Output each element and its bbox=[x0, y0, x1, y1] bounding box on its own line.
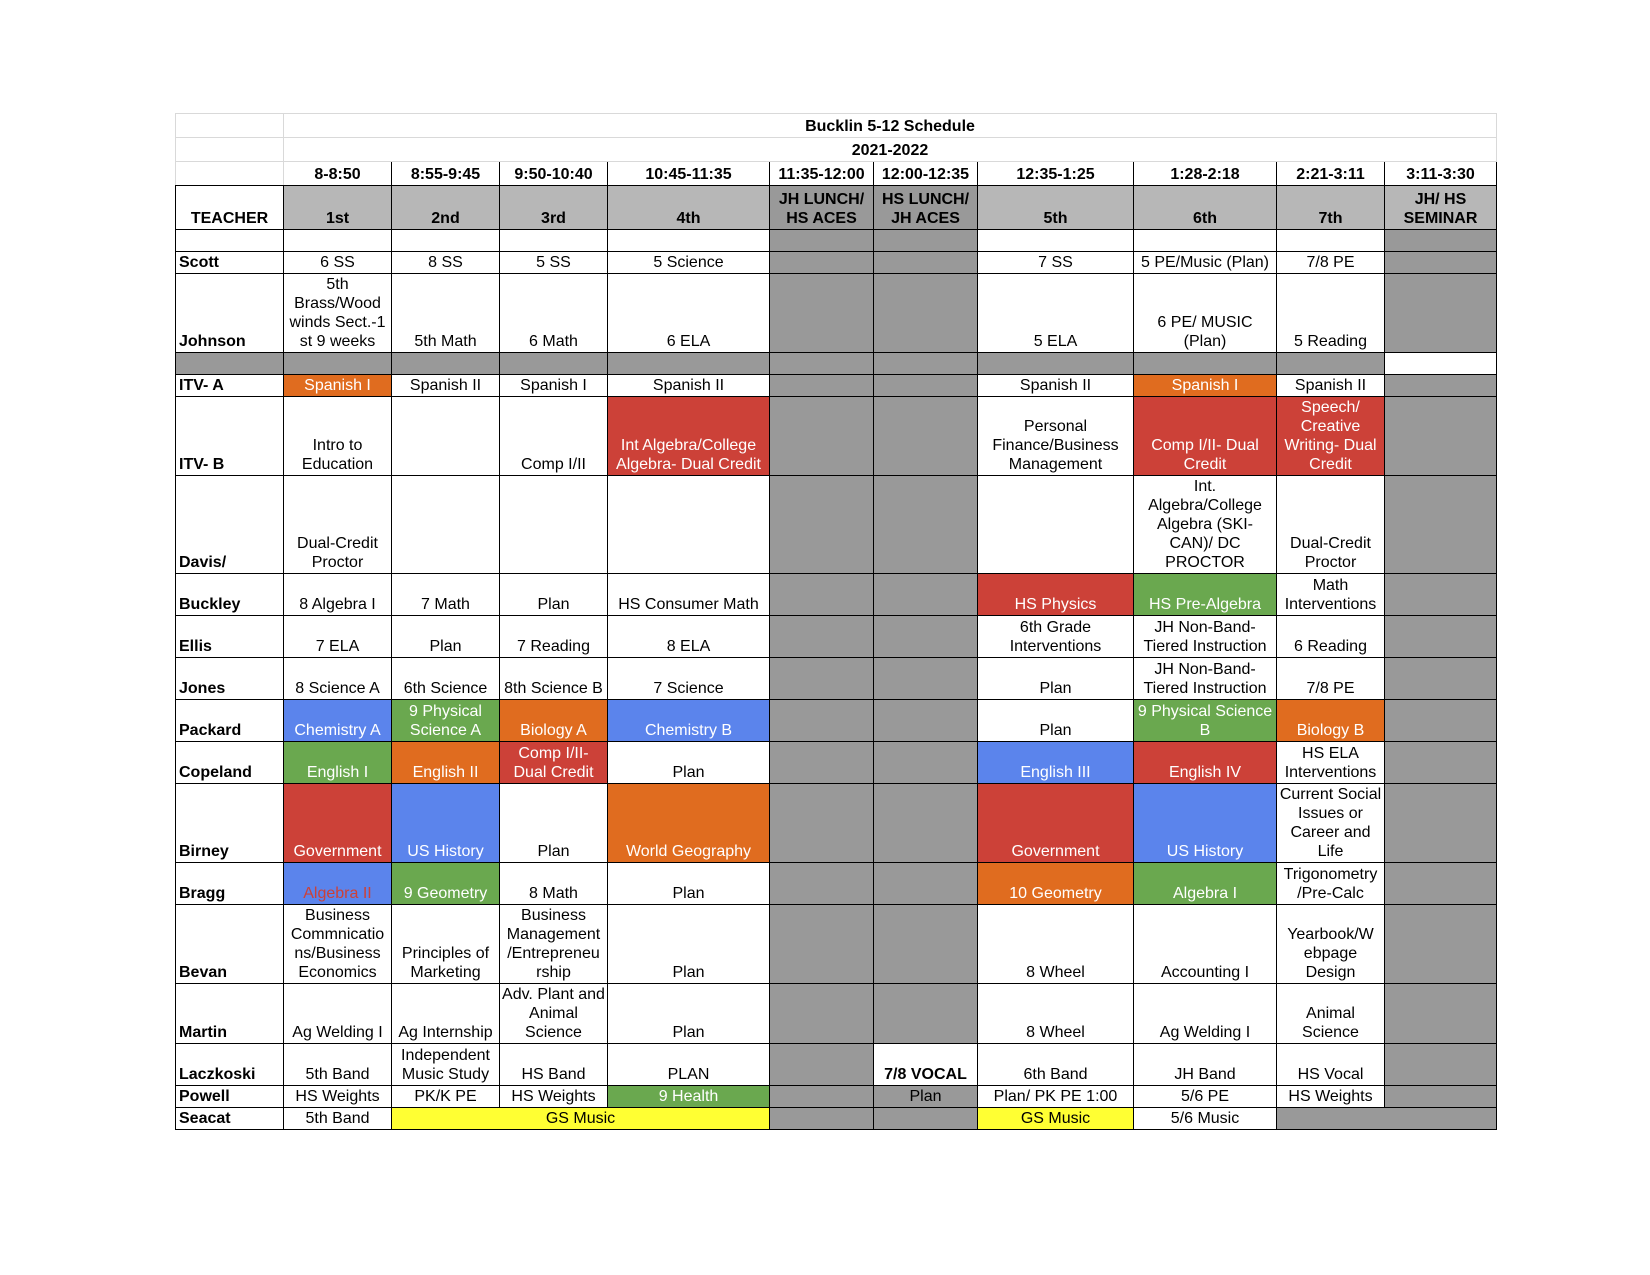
teacher-row bbox=[176, 574, 1497, 616]
teacher-row bbox=[176, 905, 1497, 984]
teacher-row bbox=[176, 700, 1497, 742]
separator-cell bbox=[978, 353, 1134, 375]
class-cell bbox=[978, 476, 1134, 574]
period-header: 6th bbox=[1134, 186, 1277, 230]
class-cell: Dual-Credit Proctor bbox=[1277, 476, 1385, 574]
class-cell bbox=[770, 397, 874, 476]
time-slot: 8:55-9:45 bbox=[392, 162, 500, 186]
class-cell: Business Commnicatio ns/Business Economics bbox=[284, 905, 392, 984]
class-cell bbox=[874, 375, 978, 397]
class-cell bbox=[608, 476, 770, 574]
class-cell: Plan bbox=[392, 616, 500, 658]
teacher-row bbox=[176, 1108, 1497, 1130]
class-cell: 6 ELA bbox=[608, 274, 770, 353]
class-cell: 6 SS bbox=[284, 252, 392, 274]
separator-cell bbox=[392, 353, 500, 375]
class-cell bbox=[770, 742, 874, 784]
class-cell bbox=[770, 1108, 874, 1130]
class-cell: 5th Brass/Wood winds Sect.-1 st 9 weeks bbox=[284, 274, 392, 353]
class-cell: 7/8 PE bbox=[1277, 252, 1385, 274]
separator-cell bbox=[1277, 353, 1385, 375]
teacher-name: Birney bbox=[176, 784, 284, 863]
teacher-row bbox=[176, 616, 1497, 658]
class-cell: Spanish II bbox=[392, 375, 500, 397]
class-cell: Comp I/II- Dual Credit bbox=[1134, 397, 1277, 476]
class-cell: HS Physics bbox=[978, 574, 1134, 616]
time-slot: 10:45-11:35 bbox=[608, 162, 770, 186]
class-cell: 5th Band bbox=[284, 1044, 392, 1086]
separator-cell bbox=[608, 353, 770, 375]
class-cell: English IV bbox=[1134, 742, 1277, 784]
time-slot: 2:21-3:11 bbox=[1277, 162, 1385, 186]
separator-cell bbox=[500, 353, 608, 375]
class-cell: HS Consumer Math bbox=[608, 574, 770, 616]
class-cell: Government bbox=[284, 784, 392, 863]
class-cell: Spanish II bbox=[1277, 375, 1385, 397]
class-cell: 7 SS bbox=[978, 252, 1134, 274]
teacher-row bbox=[176, 984, 1497, 1044]
class-cell: 7 Science bbox=[608, 658, 770, 700]
class-cell bbox=[770, 658, 874, 700]
class-cell: GS Music bbox=[978, 1108, 1134, 1130]
class-cell: Algebra I bbox=[1134, 863, 1277, 905]
class-cell: HS Band bbox=[500, 1044, 608, 1086]
class-cell: 5th Band bbox=[284, 1108, 392, 1130]
class-cell bbox=[770, 784, 874, 863]
class-cell: 5 ELA bbox=[978, 274, 1134, 353]
teacher-name: ITV- A bbox=[176, 375, 284, 397]
class-cell: 8 Wheel bbox=[978, 984, 1134, 1044]
time-slot: 8-8:50 bbox=[284, 162, 392, 186]
class-cell bbox=[874, 1108, 978, 1130]
schedule-title: Bucklin 5-12 Schedule bbox=[284, 114, 1497, 138]
class-cell: 8 Science A bbox=[284, 658, 392, 700]
class-cell: Plan/ PK PE 1:00 bbox=[978, 1086, 1134, 1108]
class-cell: Spanish II bbox=[978, 375, 1134, 397]
blank-cell bbox=[176, 162, 284, 186]
teacher-row bbox=[176, 1086, 1497, 1108]
teacher-name: Davis/ bbox=[176, 476, 284, 574]
class-cell bbox=[770, 252, 874, 274]
teacher-name: Ellis bbox=[176, 616, 284, 658]
period-header: 2nd bbox=[392, 186, 500, 230]
schedule-table bbox=[175, 113, 1497, 1130]
class-cell: 10 Geometry bbox=[978, 863, 1134, 905]
class-cell: Plan bbox=[978, 658, 1134, 700]
separator-cell bbox=[1134, 353, 1277, 375]
class-cell: Animal Science bbox=[1277, 984, 1385, 1044]
class-cell bbox=[770, 700, 874, 742]
class-cell: Current Social Issues or Career and Life bbox=[1277, 784, 1385, 863]
class-cell: Principles of Marketing bbox=[392, 905, 500, 984]
teacher-name: Jones bbox=[176, 658, 284, 700]
class-cell bbox=[770, 476, 874, 574]
class-cell: Plan bbox=[500, 784, 608, 863]
class-cell: Accounting I bbox=[1134, 905, 1277, 984]
class-cell bbox=[874, 863, 978, 905]
class-cell: Comp I/II- Dual Credit bbox=[500, 742, 608, 784]
class-cell: Spanish I bbox=[1134, 375, 1277, 397]
class-cell: Chemistry A bbox=[284, 700, 392, 742]
class-cell bbox=[874, 700, 978, 742]
class-cell: Adv. Plant and Animal Science bbox=[500, 984, 608, 1044]
time-slot: 12:00-12:35 bbox=[874, 162, 978, 186]
teacher-name: Powell bbox=[176, 1086, 284, 1108]
class-cell bbox=[1385, 863, 1497, 905]
teacher-row bbox=[176, 375, 1497, 397]
class-cell: Plan bbox=[608, 863, 770, 905]
class-cell: Chemistry B bbox=[608, 700, 770, 742]
class-cell bbox=[1385, 397, 1497, 476]
teacher-header: TEACHER bbox=[176, 186, 284, 230]
class-cell bbox=[1277, 1108, 1497, 1130]
time-slot: 11:35-12:00 bbox=[770, 162, 874, 186]
class-cell bbox=[874, 476, 978, 574]
class-cell bbox=[874, 984, 978, 1044]
class-cell: Spanish II bbox=[608, 375, 770, 397]
class-cell: Intro to Education bbox=[284, 397, 392, 476]
blank-cell bbox=[176, 138, 284, 162]
class-cell: 7/8 VOCAL bbox=[874, 1044, 978, 1086]
class-cell: 6th Band bbox=[978, 1044, 1134, 1086]
teacher-row bbox=[176, 1044, 1497, 1086]
class-cell: Int. Algebra/College Algebra (SKI-CAN)/ DC PROCTOR bbox=[1134, 476, 1277, 574]
spacer-row bbox=[176, 230, 1497, 252]
teacher-name: Martin bbox=[176, 984, 284, 1044]
class-cell: 8 Math bbox=[500, 863, 608, 905]
teacher-name: Packard bbox=[176, 700, 284, 742]
class-cell: Ag Welding I bbox=[1134, 984, 1277, 1044]
teacher-name: Scott bbox=[176, 252, 284, 274]
class-cell: Ag Welding I bbox=[284, 984, 392, 1044]
class-cell: 8 SS bbox=[392, 252, 500, 274]
class-cell: English II bbox=[392, 742, 500, 784]
class-cell: 5 Reading bbox=[1277, 274, 1385, 353]
class-cell: Plan bbox=[608, 984, 770, 1044]
class-cell: Ag Internship bbox=[392, 984, 500, 1044]
class-cell: Biology B bbox=[1277, 700, 1385, 742]
teacher-row bbox=[176, 863, 1497, 905]
class-cell: Speech/ Creative Writing- Dual Credit bbox=[1277, 397, 1385, 476]
teacher-row bbox=[176, 274, 1497, 353]
class-cell bbox=[1385, 984, 1497, 1044]
class-cell: 5/6 Music bbox=[1134, 1108, 1277, 1130]
class-cell: HS Weights bbox=[284, 1086, 392, 1108]
class-cell bbox=[770, 274, 874, 353]
class-cell: HS ELA Interventions bbox=[1277, 742, 1385, 784]
class-cell: Dual-Credit Proctor bbox=[284, 476, 392, 574]
class-cell: Independent Music Study bbox=[392, 1044, 500, 1086]
class-cell bbox=[1385, 1044, 1497, 1086]
class-cell: PK/K PE bbox=[392, 1086, 500, 1108]
class-cell bbox=[1385, 1086, 1497, 1108]
class-cell bbox=[1385, 616, 1497, 658]
class-cell bbox=[874, 574, 978, 616]
class-cell: 9 Physical Science B bbox=[1134, 700, 1277, 742]
teacher-name: Bragg bbox=[176, 863, 284, 905]
class-cell: US History bbox=[1134, 784, 1277, 863]
teacher-name: Laczkoski bbox=[176, 1044, 284, 1086]
class-cell: 5 SS bbox=[500, 252, 608, 274]
class-cell bbox=[770, 984, 874, 1044]
class-cell: Yearbook/W ebpage Design bbox=[1277, 905, 1385, 984]
class-cell: HS Vocal bbox=[1277, 1044, 1385, 1086]
class-cell: 9 Physical Science A bbox=[392, 700, 500, 742]
class-cell: Algebra II bbox=[284, 863, 392, 905]
class-cell bbox=[1385, 905, 1497, 984]
class-cell bbox=[770, 905, 874, 984]
teacher-name: Buckley bbox=[176, 574, 284, 616]
class-cell bbox=[1385, 574, 1497, 616]
period-header: JH/ HS SEMINAR bbox=[1385, 186, 1497, 230]
class-cell: HS Pre-Algebra bbox=[1134, 574, 1277, 616]
class-cell: Plan bbox=[978, 700, 1134, 742]
class-cell bbox=[1385, 476, 1497, 574]
class-cell: JH Band bbox=[1134, 1044, 1277, 1086]
class-cell: 5 Science bbox=[608, 252, 770, 274]
time-slot: 12:35-1:25 bbox=[978, 162, 1134, 186]
time-slot: 9:50-10:40 bbox=[500, 162, 608, 186]
class-cell: Comp I/II bbox=[500, 397, 608, 476]
teacher-row bbox=[176, 476, 1497, 574]
teacher-name: ITV- B bbox=[176, 397, 284, 476]
class-cell: Business Management /Entrepreneu rship bbox=[500, 905, 608, 984]
class-cell: 9 Geometry bbox=[392, 863, 500, 905]
class-cell: 6 PE/ MUSIC (Plan) bbox=[1134, 274, 1277, 353]
class-cell bbox=[392, 397, 500, 476]
class-cell: 8 ELA bbox=[608, 616, 770, 658]
class-cell bbox=[874, 742, 978, 784]
period-header: 4th bbox=[608, 186, 770, 230]
teacher-name: Bevan bbox=[176, 905, 284, 984]
class-cell: 5/6 PE bbox=[1134, 1086, 1277, 1108]
class-cell bbox=[874, 397, 978, 476]
class-cell bbox=[770, 574, 874, 616]
class-cell: 8th Science B bbox=[500, 658, 608, 700]
class-cell: Spanish I bbox=[500, 375, 608, 397]
class-cell bbox=[874, 252, 978, 274]
class-cell bbox=[770, 1044, 874, 1086]
class-cell bbox=[1385, 375, 1497, 397]
class-cell bbox=[770, 375, 874, 397]
class-cell bbox=[770, 863, 874, 905]
class-cell bbox=[1385, 700, 1497, 742]
class-cell: HS Weights bbox=[1277, 1086, 1385, 1108]
class-cell: 7 Math bbox=[392, 574, 500, 616]
class-cell: PLAN bbox=[608, 1044, 770, 1086]
separator-cell bbox=[176, 353, 284, 375]
class-cell: Government bbox=[978, 784, 1134, 863]
class-cell bbox=[874, 274, 978, 353]
class-cell: Spanish I bbox=[284, 375, 392, 397]
class-cell bbox=[770, 1086, 874, 1108]
teacher-row bbox=[176, 397, 1497, 476]
class-cell: US History bbox=[392, 784, 500, 863]
period-header: HS LUNCH/ JH ACES bbox=[874, 186, 978, 230]
time-slot: 1:28-2:18 bbox=[1134, 162, 1277, 186]
separator-cell bbox=[1385, 353, 1497, 375]
class-cell bbox=[1385, 658, 1497, 700]
class-cell: 5th Math bbox=[392, 274, 500, 353]
class-cell bbox=[1385, 274, 1497, 353]
class-cell bbox=[1385, 252, 1497, 274]
class-cell: World Geography bbox=[608, 784, 770, 863]
separator-cell bbox=[284, 353, 392, 375]
teacher-name: Copeland bbox=[176, 742, 284, 784]
class-cell bbox=[874, 905, 978, 984]
class-cell: 9 Health bbox=[608, 1086, 770, 1108]
time-slot: 3:11-3:30 bbox=[1385, 162, 1497, 186]
class-cell: 6th Science bbox=[392, 658, 500, 700]
class-cell bbox=[1385, 742, 1497, 784]
class-cell: 6 Math bbox=[500, 274, 608, 353]
class-cell: 7 Reading bbox=[500, 616, 608, 658]
separator-row bbox=[176, 353, 1497, 375]
period-header: 5th bbox=[978, 186, 1134, 230]
class-cell: 7 ELA bbox=[284, 616, 392, 658]
teacher-row bbox=[176, 658, 1497, 700]
class-cell: Biology A bbox=[500, 700, 608, 742]
class-cell bbox=[770, 616, 874, 658]
period-header: 1st bbox=[284, 186, 392, 230]
class-cell: JH Non-Band- Tiered Instruction bbox=[1134, 616, 1277, 658]
class-cell: Plan bbox=[500, 574, 608, 616]
class-cell bbox=[874, 658, 978, 700]
period-header: JH LUNCH/ HS ACES bbox=[770, 186, 874, 230]
class-cell: 8 Wheel bbox=[978, 905, 1134, 984]
period-header: 7th bbox=[1277, 186, 1385, 230]
class-cell bbox=[874, 784, 978, 863]
class-cell: Trigonometry /Pre-Calc bbox=[1277, 863, 1385, 905]
class-cell: English I bbox=[284, 742, 392, 784]
class-cell: Plan bbox=[608, 905, 770, 984]
class-cell: Personal Finance/Business Management bbox=[978, 397, 1134, 476]
teacher-row bbox=[176, 252, 1497, 274]
class-cell: 5 PE/Music (Plan) bbox=[1134, 252, 1277, 274]
class-cell: 6th Grade Interventions bbox=[978, 616, 1134, 658]
teacher-name: Seacat bbox=[176, 1108, 284, 1130]
class-cell: GS Music bbox=[392, 1108, 770, 1130]
class-cell: Int Algebra/College Algebra- Dual Credit bbox=[608, 397, 770, 476]
class-cell: 6 Reading bbox=[1277, 616, 1385, 658]
class-cell bbox=[874, 616, 978, 658]
class-cell bbox=[1385, 784, 1497, 863]
class-cell: JH Non-Band- Tiered Instruction bbox=[1134, 658, 1277, 700]
class-cell bbox=[392, 476, 500, 574]
class-cell: Plan bbox=[608, 742, 770, 784]
period-header: 3rd bbox=[500, 186, 608, 230]
class-cell bbox=[500, 476, 608, 574]
blank-cell bbox=[176, 114, 284, 138]
class-cell: Math Interventions bbox=[1277, 574, 1385, 616]
class-cell: HS Weights bbox=[500, 1086, 608, 1108]
teacher-name: Johnson bbox=[176, 274, 284, 353]
class-cell: 8 Algebra I bbox=[284, 574, 392, 616]
separator-cell bbox=[770, 353, 874, 375]
teacher-row bbox=[176, 742, 1497, 784]
class-cell: Plan bbox=[874, 1086, 978, 1108]
separator-cell bbox=[874, 353, 978, 375]
class-cell: English III bbox=[978, 742, 1134, 784]
class-cell: 7/8 PE bbox=[1277, 658, 1385, 700]
school-year: 2021-2022 bbox=[284, 138, 1497, 162]
teacher-row bbox=[176, 784, 1497, 863]
